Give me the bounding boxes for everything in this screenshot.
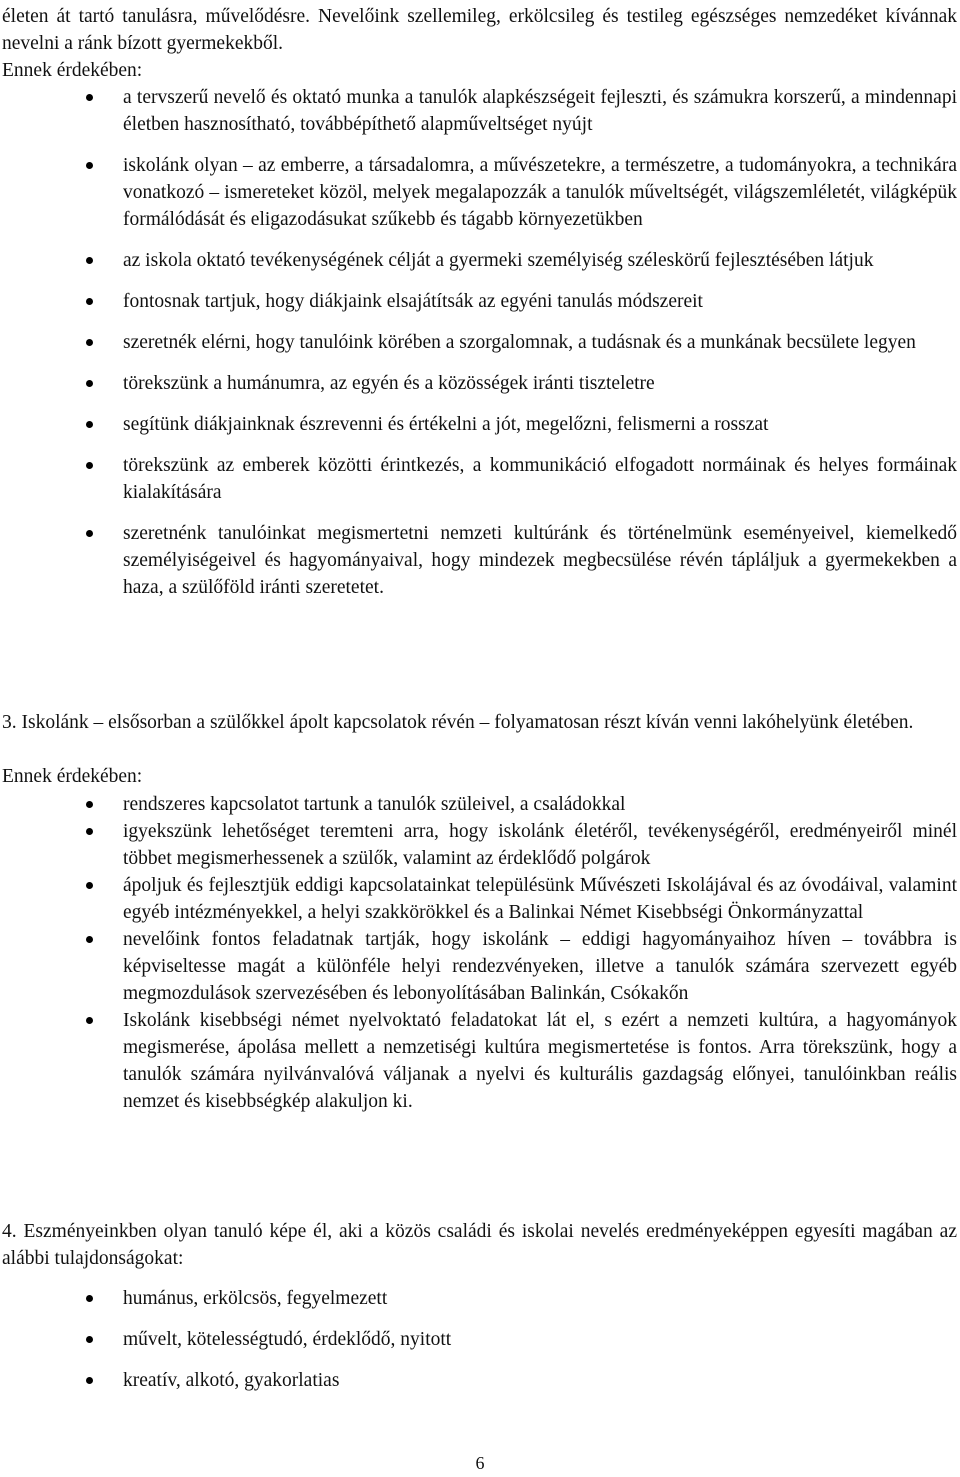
list-item: törekszünk az emberek közötti érintkezés, a kommunikáció elfogadott normáinak és helyes formáinak kialakítására [0,452,957,506]
list-item: fontosnak tartjuk, hogy diákjaink elsajátítsák az egyéni tanulás módszereit [0,288,957,315]
bullet-icon [86,94,93,101]
list-item: szeretnénk tanulóinkat megismertetni nemzeti kultúránk és történelmünk eseményeivel, kiemelkedő személyiségeivel és hagyományaival, hogy mindezek megbecsülése révén tápláljuk a gyermekekben a haza, a szülőföld iránti szeretetet. [0,520,957,601]
bullet-icon [86,380,93,387]
list-item: Iskolánk kisebbségi német nyelvoktató feladatokat lát el, s ezért a nemzeti kultúra, a hagyományok megismerése, ápolása mellett a nemzetiségi kultúra megismertetése is fontos. Arra törekszünk, hogy a tanulók számára nyilvánvalóvá váljanak a nyelvi és kulturális gazdagság előnyei, tanulóinkban reális nemzet és kisebbségkép alakuljon ki. [0,1007,957,1115]
bullet-icon [86,462,93,469]
section-4-paragraph: 4. Eszményeinkben olyan tanuló képe él, aki a közös családi és iskolai nevelés eredményeképpen egyesíti magában az alábbi tulajdonságokat: [2,1221,957,1269]
list-item: ápoljuk és fejlesztjük eddigi kapcsolatainkat településünk Művészeti Iskolájával és az óvodáival, valamint egyéb intézményekkel, a helyi szakkörökkel és a Balinkai Német Kisebbségi Önkormányzattal [0,872,957,926]
bullet-icon [86,162,93,169]
bullet-icon [86,936,93,943]
bullet-icon [86,882,93,889]
bullet-icon [86,1336,93,1343]
list-item: kreatív, alkotó, gyakorlatias [0,1367,957,1394]
bullet-icon [86,421,93,428]
bullet-icon [86,298,93,305]
list-item: szeretnék elérni, hogy tanulóink körében a szorgalomnak, a tudásnak és a munkának becsülete legyen [0,329,957,356]
intro-paragraph: életen át tartó tanulásra, művelődésre. Nevelőink szellemileg, erkölcsileg és testileg egészséges nemzedéket kívánnak nevelni a ránk bízott gyermekekből. [2,6,957,54]
intro-lead: Ennek érdekében: [2,60,143,81]
list-item: iskolánk olyan – az emberre, a társadalomra, a művészetekre, a természetre, a tudományokra, a technikára vonatkozó – ismereteket közöl, melyek megalapozzák a tanulók műveltségét, világszemléletét, világképük formálódását és eligazodásukat szűkebb és tágabb környezetükben [0,152,957,233]
bullet-icon [86,1377,93,1384]
list-item: nevelőink fontos feladatnak tartják, hogy iskolánk – eddigi hagyományaihoz híven – továbbra is képviseltesse magát a különféle helyi rendezvényeken, illetve a tanulók számára szervezett egyéb megmozdulások szervezésében és lebonyolításában Balinkán, Csókakőn [0,926,957,1007]
list-item: segítünk diákjainknak észrevenni és értékelni a jót, megelőzni, felismerni a rosszat [0,411,957,438]
bullet-icon [86,801,93,808]
list-item: törekszünk a humánumra, az egyén és a közösségek iránti tiszteletre [0,370,957,397]
bullet-icon [86,1017,93,1024]
list-item: humánus, erkölcsös, fegyelmezett [0,1285,957,1312]
bullet-icon [86,530,93,537]
list-item: művelt, kötelességtudó, érdeklődő, nyitott [0,1326,957,1353]
list-item: az iskola oktató tevékenységének célját a gyermeki személyiség széleskörű fejlesztésében látjuk [0,247,957,274]
bullet-icon [86,1295,93,1302]
community-list [0,791,960,1115]
goals-list [0,84,960,601]
qualities-list [0,1285,960,1394]
bullet-icon [86,257,93,264]
section-3-lead: Ennek érdekében: [2,766,143,787]
list-item: igyekszünk lehetőséget teremteni arra, hogy iskolánk életéről, tevékenységéről, eredményeiről minél többet megismerhessenek a szülők, valamint az érdeklődő polgárok [0,818,957,872]
page-number: 6 [475,1453,485,1473]
bullet-icon [86,828,93,835]
bullet-icon [86,339,93,346]
list-item: rendszeres kapcsolatot tartunk a tanulók szüleivel, a családokkal [0,791,957,818]
list-item: a tervszerű nevelő és oktató munka a tanulók alapkészségeit fejleszti, és számukra korszerű, a mindennapi életben hasznosítható, továbbépíthető alapműveltséget nyújt [0,84,957,138]
section-3-paragraph: 3. Iskolánk – elsősorban a szülőkkel ápolt kapcsolatok révén – folyamatosan részt kíván venni lakóhelyünk életében. [2,712,914,733]
